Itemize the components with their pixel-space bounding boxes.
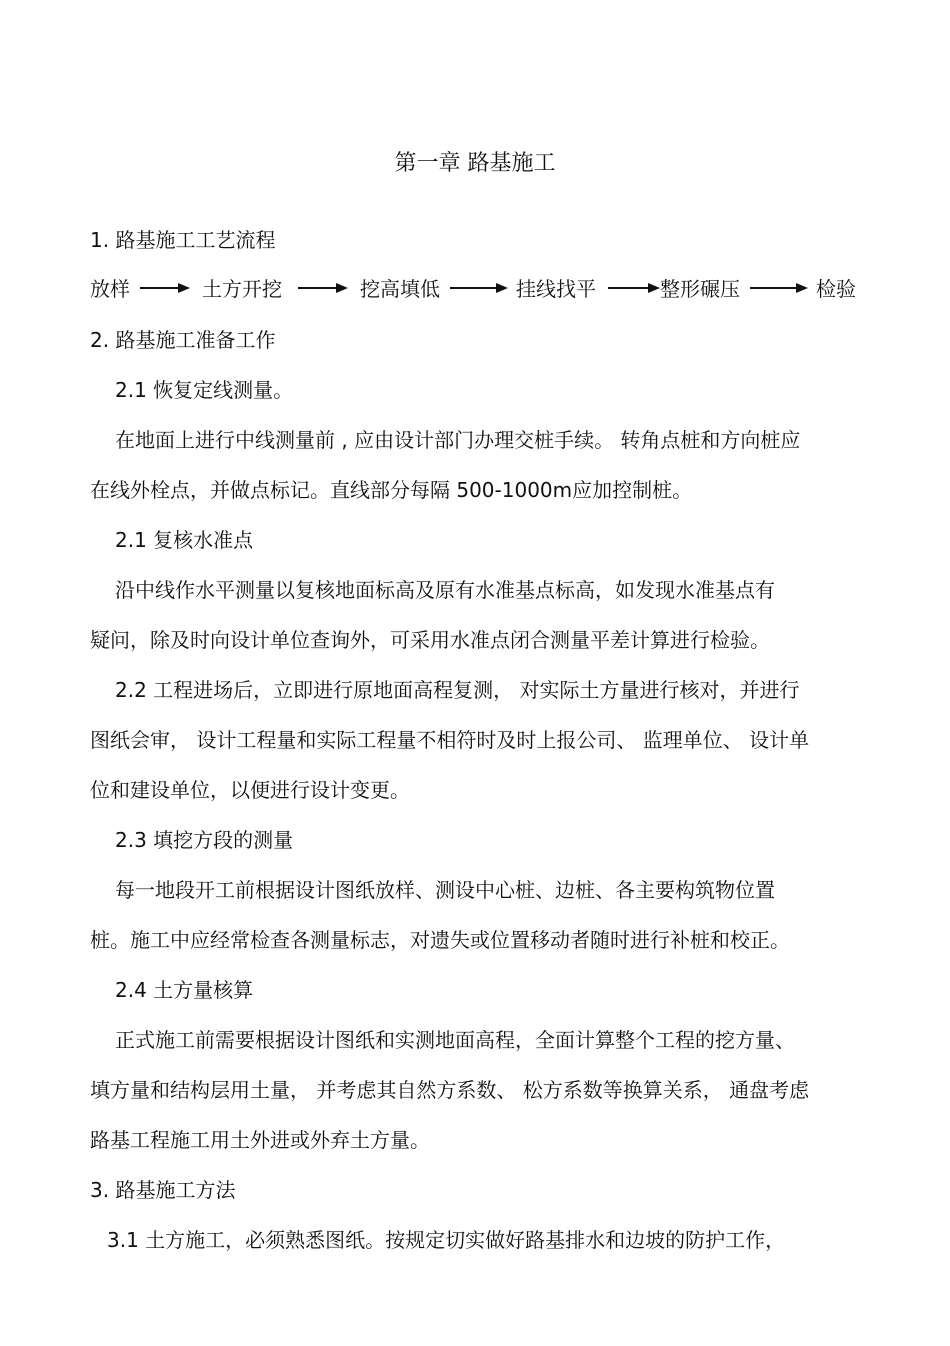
flow-step-2: 土方开挖 xyxy=(202,277,282,301)
paragraph-line: 图纸会审， 设计工程量和实际工程量不相符时及时上报公司、 监理单位、 设计单 xyxy=(90,728,810,752)
section-2-2-paragraph: 2.2 工程进场后，立即进行原地面高程复测， 对实际土方量进行核对，并进行 xyxy=(115,678,800,702)
right-arrow-icon xyxy=(750,282,800,294)
paragraph-line: 在地面上进行中线测量前 , 应由设计部门办理交桩手续。 转角点桩和方向桩应 xyxy=(115,428,801,452)
section-3-1-paragraph: 3.1 土方施工，必须熟悉图纸。按规定切实做好路基排水和边坡的防护工作， xyxy=(107,1228,786,1252)
paragraph-line: 在线外栓点，并做点标记。直线部分每隔 500-1000m应加控制桩。 xyxy=(90,478,693,502)
section-2-3-heading: 2.3 填挖方段的测量 xyxy=(115,828,294,852)
right-arrow-icon xyxy=(450,282,500,294)
right-arrow-icon xyxy=(298,282,348,294)
process-flow xyxy=(90,276,870,302)
section-1-heading: 1. 路基施工工艺流程 xyxy=(90,228,276,252)
section-3-heading: 3. 路基施工方法 xyxy=(90,1178,236,1202)
section-2-1-heading-benchmark: 2.1 复核水准点 xyxy=(115,528,254,552)
paragraph-line: 疑问，除及时向设计单位查询外，可采用水准点闭合测量平差计算进行检验。 xyxy=(90,628,770,652)
section-2-4-heading: 2.4 土方量核算 xyxy=(115,978,254,1002)
section-2-1-heading: 2.1 恢复定线测量。 xyxy=(115,378,294,402)
flow-step-4: 挂线找平 xyxy=(516,277,596,301)
right-arrow-icon xyxy=(608,282,658,294)
section-2-heading: 2. 路基施工准备工作 xyxy=(90,328,276,352)
paragraph-line: 路基工程施工用土外进或外弃土方量。 xyxy=(90,1128,430,1152)
paragraph-line: 正式施工前需要根据设计图纸和实测地面高程，全面计算整个工程的挖方量、 xyxy=(115,1028,795,1052)
flow-step-1: 放样 xyxy=(90,277,130,301)
paragraph-line: 每一地段开工前根据设计图纸放样、测设中心桩、边桩、各主要构筑物位置 xyxy=(115,878,775,902)
paragraph-line: 桩。施工中应经常检查各测量标志，对遗失或位置移动者随时进行补桩和校正。 xyxy=(90,928,790,952)
flow-step-6: 检验 xyxy=(816,277,856,301)
flow-step-5: 整形碾压 xyxy=(660,277,740,301)
flow-step-3: 挖高填低 xyxy=(360,277,440,301)
right-arrow-icon xyxy=(140,282,190,294)
paragraph-line: 位和建设单位，以便进行设计变更。 xyxy=(90,778,410,802)
chapter-title: 第一章 路基施工 xyxy=(394,151,556,176)
paragraph-line: 填方量和结构层用土量， 并考虑其自然方系数、 松方系数等换算关系， 通盘考虑 xyxy=(90,1078,810,1102)
paragraph-line: 沿中线作水平测量以复核地面标高及原有水准基点标高，如发现水准基点有 xyxy=(115,578,775,602)
